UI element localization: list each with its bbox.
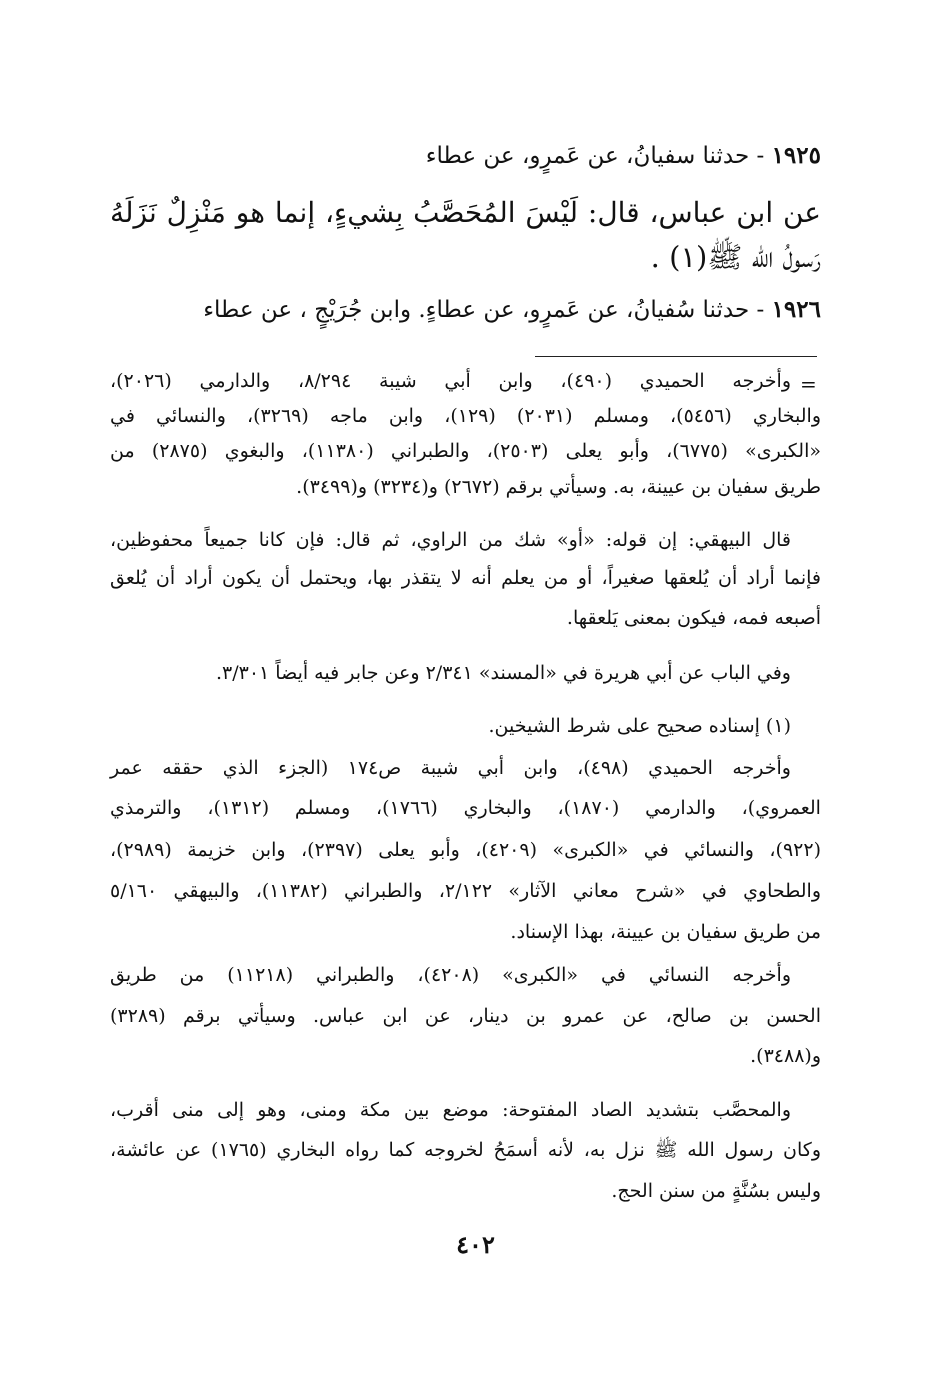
footnote-line: وليس بسُنَّةٍ من سنن الحج. xyxy=(611,1180,821,1202)
footnote-line: وأخرجه الحميدي (٤٩٨)، وابن أبي شيبة ص١٧٤ (الجزء الذي حققه عمر xyxy=(110,757,791,779)
footnote-line: والمحصَّب بتشديد الصاد المفتوحة: موضع بين مكة ومنى، وهو إلى منى أقرب، xyxy=(110,1099,791,1121)
footnote-line: وأخرجه النسائي في «الكبرى» (٤٢٠٨)، والطبراني (١١٢١٨) من طريق xyxy=(110,964,791,986)
footnote-line: وأخرجه الحميدي (٤٩٠)، وابن أبي شيبة ٨/٢٩٤، والدارمي (٢٠٢٦)، xyxy=(110,370,791,392)
footnote-line: وكان رسول الله ﷺ نزل به، لأنه أسمَحُ لخروجه كما رواه البخاري (١٧٦٥) عن عائشة، xyxy=(110,1139,821,1161)
hadith-1926-line xyxy=(110,296,821,323)
hadith-isnad: - حدثنا سفيانُ، عن عَمرٍو، عن عطاء xyxy=(425,143,765,169)
footnote-line: العمروي)، والدارمي (١٨٧٠)، والبخاري (١٧٦٦)، ومسلم (١٣١٢)، والترمذي xyxy=(110,797,821,819)
hadith-matn-line: عن ابن عباس، قال: لَيْسَ المُحَصَّبُ بِشيءٍ، إنما هو مَنْزِلٌ نَزَلَهُ xyxy=(110,196,821,229)
footnote-line: والطحاوي في «شرح معاني الآثار» ٢/١٢٢، والطبراني (١١٣٨٢)، والبيهقي ٥/١٦٠ xyxy=(110,880,821,902)
footnote-line: «الكبرى» (٦٧٧٥)، وأبو يعلى (٢٥٠٣)، والطبراني (١١٣٨٠)، والبغوي (٢٨٧٥) من xyxy=(110,440,821,462)
hadith-number: ١٩٢٥ xyxy=(771,142,821,169)
hadith-matn-line: رَسولُ الله ﷺ(١) . xyxy=(650,240,821,274)
continuation-mark: = xyxy=(800,372,817,396)
footnote-line: الحسن بن صالح، عن عمرو بن دينار، عن ابن عباس. وسيأتي برقم (٣٢٨٩) xyxy=(110,1005,821,1027)
footnote-1-line: (١) إسناده صحيح على شرط الشيخين. xyxy=(488,715,791,737)
hadith-1925-line xyxy=(110,142,821,169)
footnote-line: والبخاري (٥٤٥٦)، ومسلم (٢٠٣١) (١٢٩)، وابن ماجه (٣٢٦٩)، والنسائي في xyxy=(110,405,821,427)
footnote-line: أصبعه فمه، فيكون بمعنى يَلعقها. xyxy=(566,607,821,629)
footnote-separator xyxy=(535,356,817,357)
footnote-line: و(٣٤٨٨). xyxy=(750,1045,821,1067)
footnote-line: من طريق سفيان بن عيينة، بهذا الإسناد. xyxy=(510,921,821,943)
footnote-line: (٩٢٢)، والنسائي في «الكبرى» (٤٢٠٩)، وأبو يعلى (٢٣٩٧)، وابن خزيمة (٢٩٨٩)، xyxy=(110,839,821,861)
footnote-line: طريق سفيان بن عيينة، به. وسيأتي برقم (٢٦٧٢) و(٣٢٣٤) و(٣٤٩٩). xyxy=(296,476,821,498)
footnote-line: وفي الباب عن أبي هريرة في «المسند» ٢/٣٤١ وعن جابر فيه أيضاً ٣/٣٠١. xyxy=(215,662,791,684)
footnote-line: قال البيهقي: إن قوله: «أو» شك من الراوي، ثم قال: فإن كانا جميعاً محفوظين، xyxy=(110,529,791,551)
page-number: ٤٠٢ xyxy=(456,1230,495,1259)
hadith-number: ١٩٢٦ xyxy=(771,296,821,323)
footnote-line: فإنما أراد أن يُلعقها صغيراً، أو من يعلم أنه لا يتقذر بها، ويحتمل أن يكون أراد أن يُلعق xyxy=(110,567,821,589)
hadith-isnad: - حدثنا سُفيانُ، عن عَمرٍو، عن عطاءٍ. وابن جُرَيْجٍ ، عن عطاء xyxy=(203,297,765,323)
